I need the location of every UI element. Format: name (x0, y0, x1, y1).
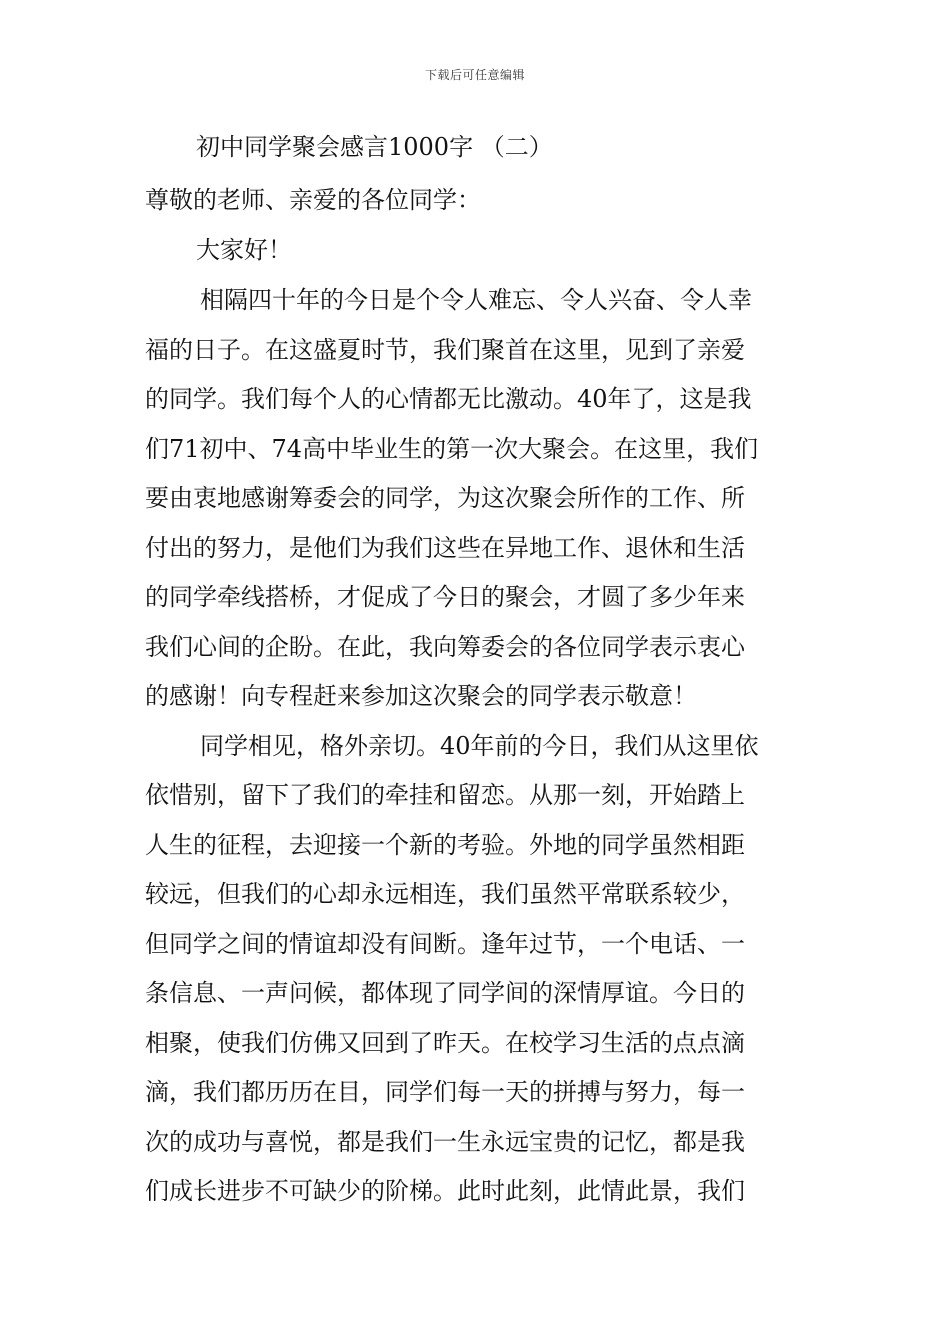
paragraph-line: 人生的征程，去迎接一个新的考验。外地的同学虽然相距 (145, 831, 745, 859)
paragraph-line: 要由衷地感谢筹委会的同学，为这次聚会所作的工作、所 (145, 484, 745, 512)
paragraph-line: 相隔四十年的今日是个令人难忘、令人兴奋、令人幸 (200, 286, 752, 314)
paragraph-line: 的感谢！向专程赶来参加这次聚会的同学表示敬意！ (145, 682, 697, 710)
paragraph-line: 们71初中、74高中毕业生的第一次大聚会。在这里，我们 (145, 435, 759, 463)
paragraph-line: 但同学之间的情谊却没有间断。逢年过节，一个电话、一 (145, 930, 745, 958)
paragraph-line: 付出的努力，是他们为我们这些在异地工作、退休和生活 (145, 534, 745, 562)
greeting: 大家好！ (196, 236, 292, 264)
page-header: 下载后可任意编辑 (424, 68, 525, 82)
paragraph-line: 相聚，使我们仿佛又回到了昨天。在校学习生活的点点滴 (145, 1029, 745, 1057)
paragraph-line: 条信息、一声问候，都体现了同学间的深情厚谊。今日的 (145, 979, 745, 1007)
paragraph-line: 福的日子。在这盛夏时节，我们聚首在这里，见到了亲爱 (145, 336, 745, 364)
paragraph-line: 的同学。我们每个人的心情都无比激动。40年了，这是我 (145, 385, 752, 413)
paragraph-line: 同学相见，格外亲切。40年前的今日，我们从这里依 (200, 732, 759, 760)
paragraph-line: 滴，我们都历历在目，同学们每一天的拼搏与努力，每一 (145, 1078, 745, 1106)
paragraph-line: 们成长进步不可缺少的阶梯。此时此刻，此情此景，我们 (145, 1177, 745, 1205)
paragraph-line: 依惜别，留下了我们的牵挂和留恋。从那一刻，开始踏上 (145, 781, 745, 809)
document-title: 初中同学聚会感言1000字 （二） (196, 133, 553, 161)
paragraph-line: 较远，但我们的心却永远相连，我们虽然平常联系较少， (145, 880, 745, 908)
paragraph-line: 我们心间的企盼。在此，我向筹委会的各位同学表示衷心 (145, 633, 745, 661)
paragraph-line: 的同学牵线搭桥，才促成了今日的聚会，才圆了多少年来 (145, 583, 745, 611)
salutation: 尊敬的老师、亲爱的各位同学： (145, 186, 481, 214)
paragraph-line: 次的成功与喜悦，都是我们一生永远宝贵的记忆，都是我 (145, 1128, 745, 1156)
